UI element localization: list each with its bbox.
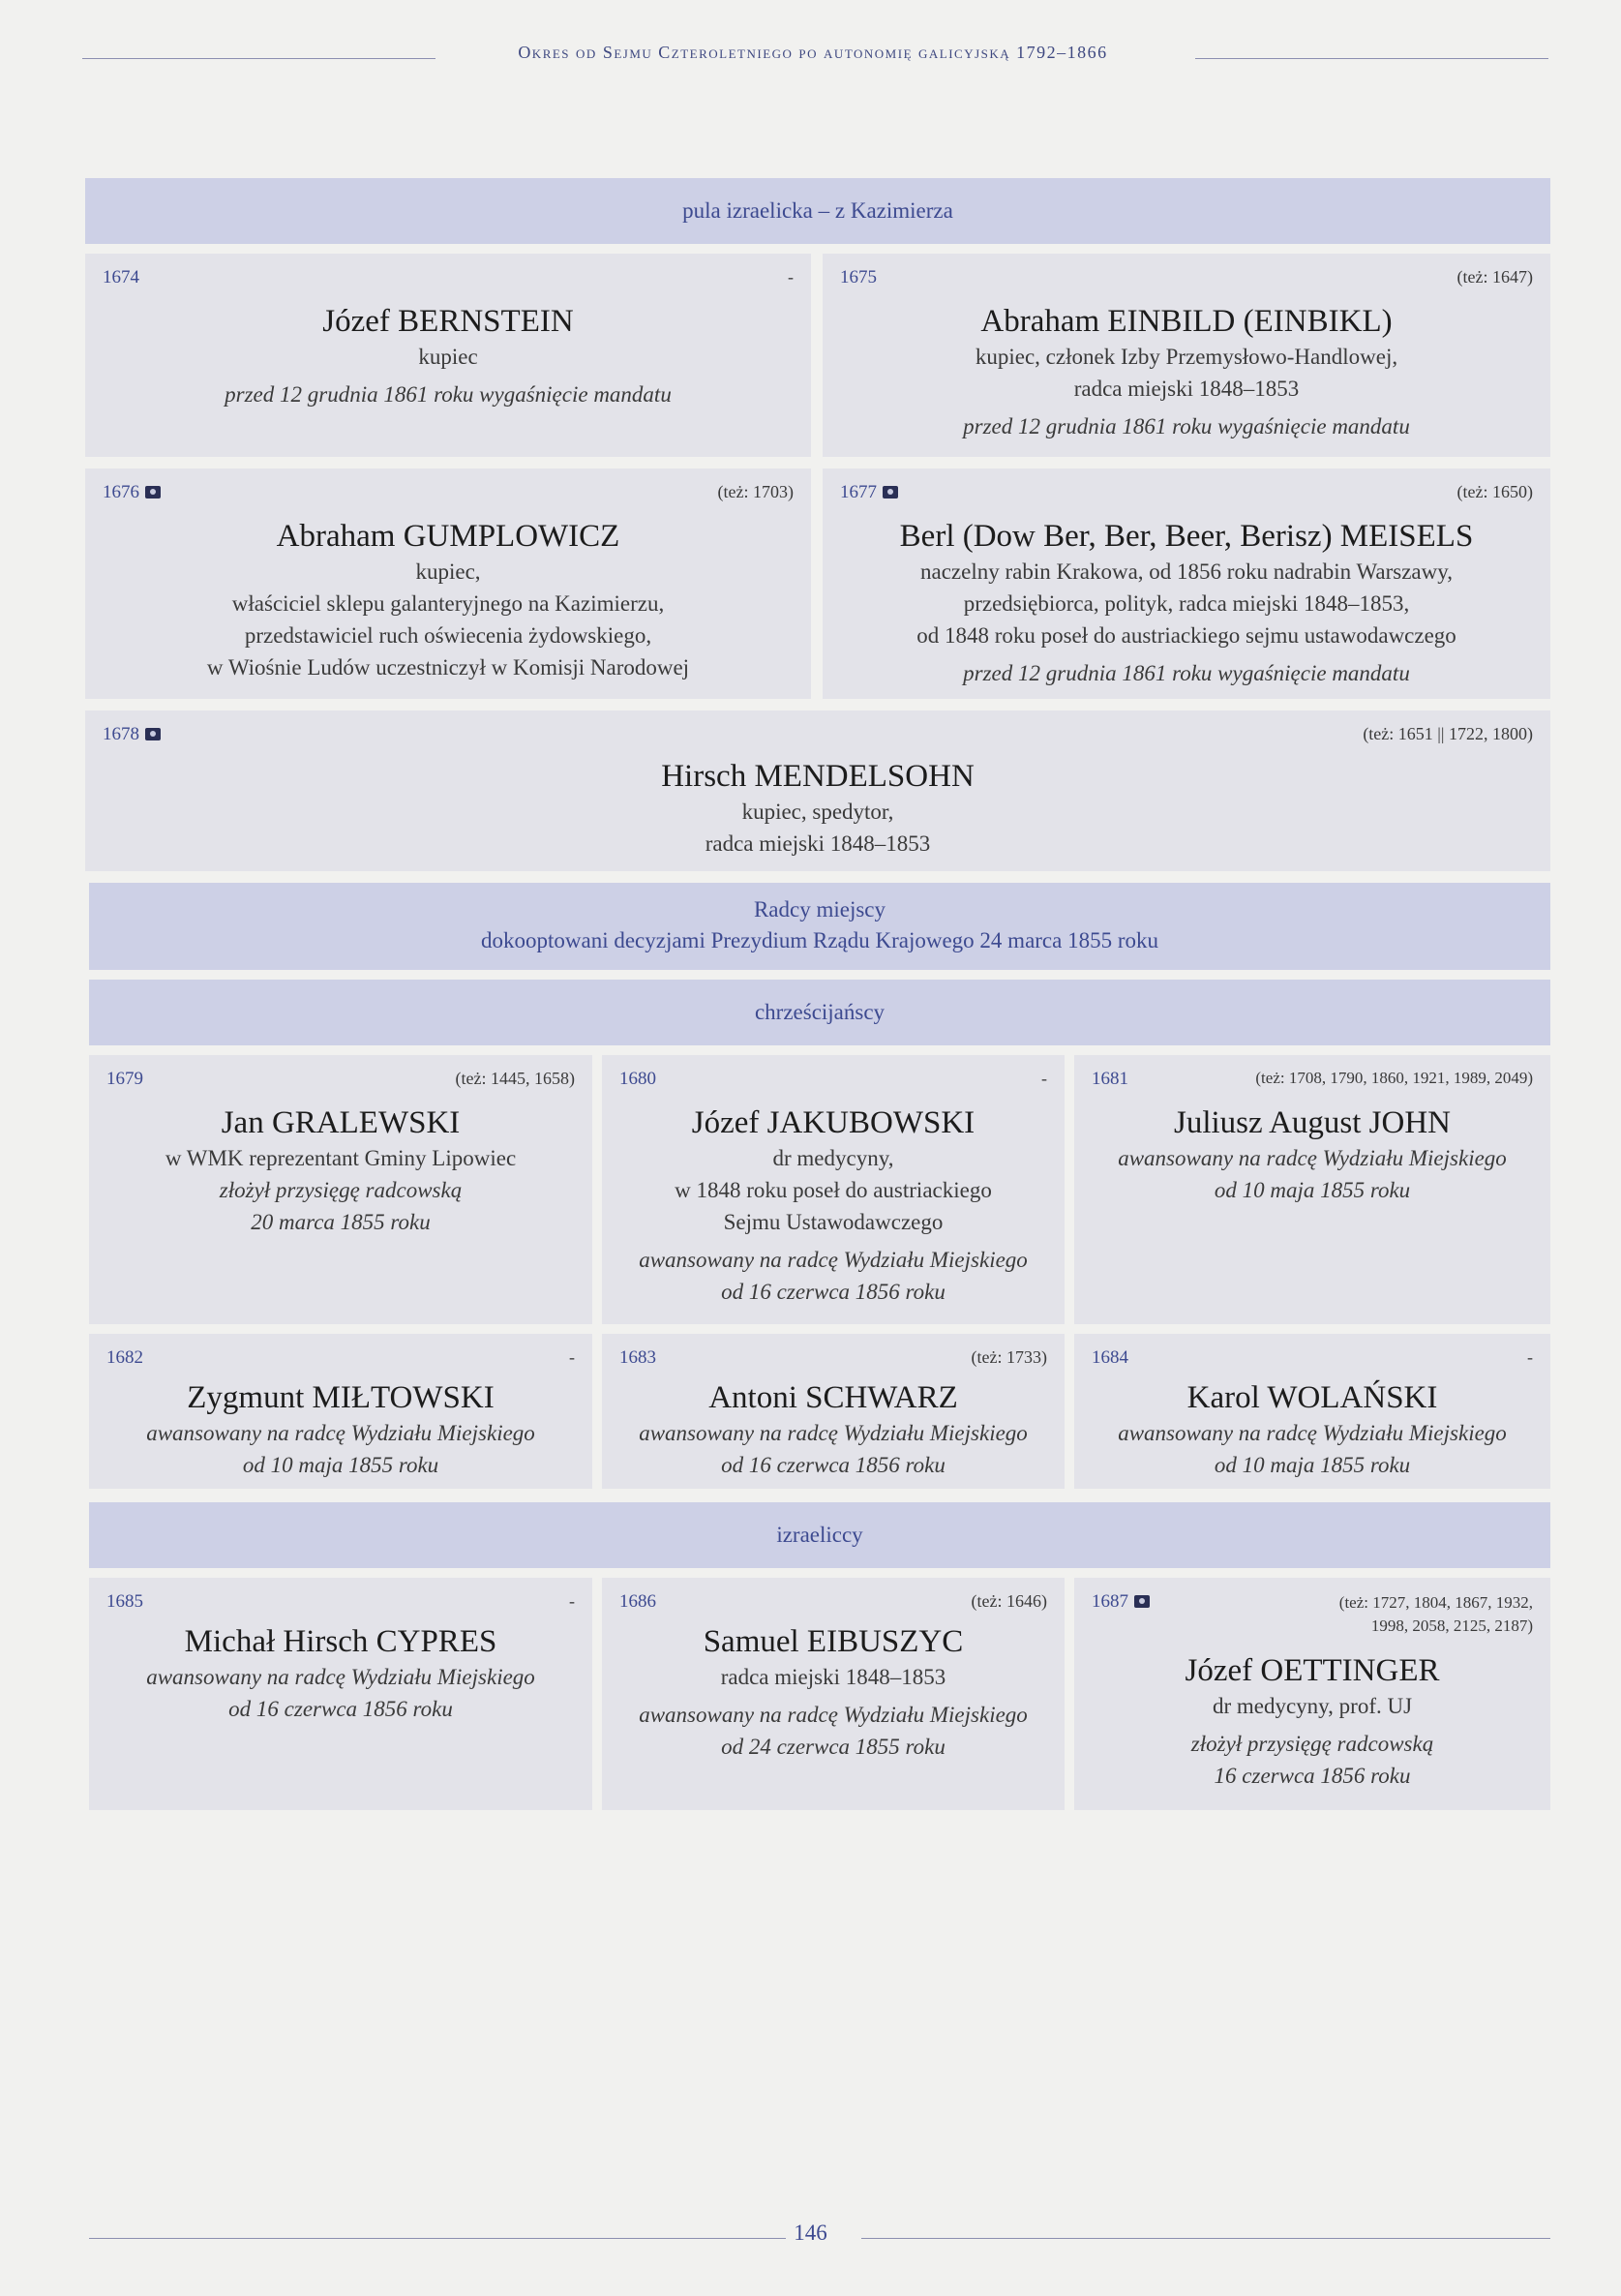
section-band-subtitle: dokooptowani decyzjami Prezydium Rządu Krajowego 24 marca 1855 roku (480, 928, 1159, 952)
entry-card-1683 (602, 1334, 1065, 1489)
entry-note: awansowany na radcę Wydziału Miejskiego (146, 1421, 535, 1445)
entry-card-1681 (1074, 1055, 1550, 1324)
entry-number: 1684 (1092, 1347, 1128, 1368)
entry-description: w 1848 roku poseł do austriackiego (675, 1178, 992, 1202)
entry-name: Karol WOLAŃSKI (1186, 1380, 1438, 1415)
entry-description: w WMK reprezentant Gminy Lipowiec (165, 1146, 517, 1170)
entry-name: Berl (Dow Ber, Ber, Beer, Berisz) MEISELS (899, 519, 1474, 554)
entry-card-1680 (602, 1055, 1065, 1324)
entry-name: Michał Hirsch CYPRES (184, 1624, 497, 1659)
entry-description: radca miejski 1848–1853 (720, 1665, 946, 1689)
entry-description: naczelny rabin Krakowa, od 1856 roku nadrabin Warszawy, (920, 559, 1453, 584)
entry-note: awansowany na radcę Wydziału Miejskiego (1118, 1146, 1507, 1170)
footer-rule-right (861, 2238, 1550, 2239)
entry-number: 1683 (619, 1347, 656, 1368)
entry-note: 16 czerwca 1856 roku (1214, 1764, 1411, 1788)
entry-note: od 10 maja 1855 roku (1214, 1453, 1411, 1477)
entry-cross-reference: (też: 1733) (971, 1347, 1047, 1367)
entry-description: dr medycyny, (772, 1146, 894, 1170)
section-band-title: Radcy miejscy (753, 897, 886, 921)
entry-cross-reference: - (1041, 1069, 1047, 1088)
entry-note: od 16 czerwca 1856 roku (228, 1697, 453, 1721)
entry-note: przed 12 grudnia 1861 roku wygaśnięcie mandatu (963, 414, 1410, 438)
entry-number: 1680 (619, 1069, 656, 1089)
entry-card-1679 (89, 1055, 592, 1324)
entry-note: złożył przysięgę radcowską (1190, 1732, 1434, 1756)
section-band-radcy (89, 883, 1550, 970)
entry-card-1686 (602, 1578, 1065, 1810)
entry-card-1687 (1074, 1578, 1550, 1810)
entry-name: Józef BERNSTEIN (322, 304, 574, 339)
entry-name: Antoni SCHWARZ (708, 1380, 958, 1415)
entry-description: kupiec, spedytor, (741, 800, 894, 824)
entry-number: 1682 (106, 1347, 143, 1368)
entry-cross-reference: (też: 1708, 1790, 1860, 1921, 1989, 2049) (1255, 1069, 1533, 1087)
camera-icon (145, 486, 161, 498)
entry-number: 1678 (103, 724, 161, 745)
entry-number: 1686 (619, 1591, 656, 1612)
section-band-label: chrześcijańscy (754, 1000, 886, 1024)
entry-card-1678 (85, 710, 1550, 871)
entry-number: 1685 (106, 1591, 143, 1612)
entry-description: kupiec, członek Izby Przemysłowo-Handlowej, (975, 345, 1398, 369)
entry-card-1674 (85, 254, 811, 457)
entry-cross-reference: (też: 1647) (1456, 267, 1533, 287)
running-header (0, 43, 1621, 72)
entry-note: od 10 maja 1855 roku (1214, 1178, 1411, 1202)
entry-number: 1681 (1092, 1069, 1128, 1089)
entry-note: przed 12 grudnia 1861 roku wygaśnięcie mandatu (963, 661, 1410, 685)
entry-card-1677 (823, 468, 1550, 699)
entry-name: Juliusz August JOHN (1173, 1105, 1452, 1140)
entry-name: Jan GRALEWSKI (221, 1105, 461, 1140)
entry-description: radca miejski 1848–1853 (1073, 377, 1300, 401)
entry-cross-reference: (też: 1646) (971, 1591, 1047, 1611)
camera-icon (883, 486, 898, 498)
entry-note: od 10 maja 1855 roku (242, 1453, 439, 1477)
entry-note: od 16 czerwca 1856 roku (721, 1453, 946, 1477)
entry-note: od 16 czerwca 1856 roku (721, 1280, 946, 1304)
entry-description: od 1848 roku poseł do austriackiego sejmu ustawodawczego (916, 623, 1456, 648)
entry-cross-reference: (też: 1445, 1658) (455, 1069, 575, 1088)
section-band-jewish (89, 1502, 1550, 1568)
entry-cross-reference: - (788, 267, 794, 287)
entry-name: Józef OETTINGER (1185, 1653, 1440, 1688)
entry-number: 1677 (840, 482, 898, 503)
header-rule-left (82, 58, 435, 59)
page-number: 146 (794, 2220, 827, 2245)
section-band-label: izraeliccy (776, 1523, 863, 1547)
header-rule-right (1195, 58, 1548, 59)
entry-note: od 24 czerwca 1855 roku (721, 1735, 946, 1759)
entry-description: kupiec, (415, 559, 481, 584)
entry-description: dr medycyny, prof. UJ (1212, 1694, 1413, 1718)
entry-card-1684 (1074, 1334, 1550, 1489)
entry-description: kupiec (418, 345, 478, 369)
entry-note: awansowany na radcę Wydziału Miejskiego (1118, 1421, 1507, 1445)
camera-icon (145, 728, 161, 740)
entry-cross-reference: (też: 1727, 1804, 1867, 1932, 1998, 2058, 2125, 2187) (1338, 1593, 1533, 1635)
entry-name: Hirsch MENDELSOHN (661, 759, 975, 794)
running-header-title: Okres od Sejmu Czteroletniego po autonomię galicyjską 1792–1866 (518, 43, 1108, 62)
camera-icon (1134, 1595, 1150, 1608)
entry-number: 1679 (106, 1069, 143, 1089)
entry-cross-reference: - (569, 1591, 575, 1611)
entry-name: Abraham GUMPLOWICZ (276, 519, 620, 554)
entry-number: 1675 (840, 267, 877, 287)
entry-note: awansowany na radcę Wydziału Miejskiego (639, 1248, 1028, 1272)
entry-name: Józef JAKUBOWSKI (691, 1105, 976, 1140)
entry-note: awansowany na radcę Wydziału Miejskiego (639, 1421, 1028, 1445)
section-band-label: pula izraelicka – z Kazimierza (682, 198, 953, 223)
entry-name: Abraham EINBILD (EINBIKL) (980, 304, 1393, 339)
entry-cross-reference: (też: 1651 || 1722, 1800) (1363, 724, 1533, 743)
entry-note: złożył przysięgę radcowską (219, 1178, 463, 1202)
entry-description: przedsiębiorca, polityk, radca miejski 1848–1853, (963, 591, 1410, 616)
entry-name: Samuel EIBUSZYC (703, 1624, 964, 1659)
section-band-kazimierz (85, 178, 1550, 244)
entry-card-1676 (85, 468, 811, 699)
entry-description: Sejmu Ustawodawczego (723, 1210, 944, 1234)
entry-note: 20 marca 1855 roku (251, 1210, 431, 1234)
entry-note: awansowany na radcę Wydziału Miejskiego (639, 1703, 1028, 1727)
page-footer (0, 2217, 1621, 2255)
entry-description: w Wiośnie Ludów uczestniczył w Komisji Narodowej (206, 655, 690, 680)
entry-description: radca miejski 1848–1853 (705, 831, 931, 856)
entry-cross-reference: - (569, 1347, 575, 1367)
entry-cross-reference: - (1527, 1347, 1533, 1367)
entry-card-1675 (823, 254, 1550, 457)
entry-card-1682 (89, 1334, 592, 1489)
entry-description: właściciel sklepu galanteryjnego na Kazimierzu, (231, 591, 665, 616)
entry-description: przedstawiciel ruch oświecenia żydowskiego, (244, 623, 652, 648)
entry-cross-reference: (też: 1703) (717, 482, 794, 501)
entry-number: 1676 (103, 482, 161, 503)
entry-number: 1674 (103, 267, 139, 287)
entry-cross-reference: (też: 1650) (1456, 482, 1533, 501)
entry-card-1685 (89, 1578, 592, 1810)
entry-number: 1687 (1092, 1591, 1150, 1613)
entry-name: Zygmunt MIŁTOWSKI (187, 1380, 495, 1415)
section-band-christian (89, 980, 1550, 1045)
entry-note: przed 12 grudnia 1861 roku wygaśnięcie mandatu (225, 382, 672, 407)
entry-note: awansowany na radcę Wydziału Miejskiego (146, 1665, 535, 1689)
